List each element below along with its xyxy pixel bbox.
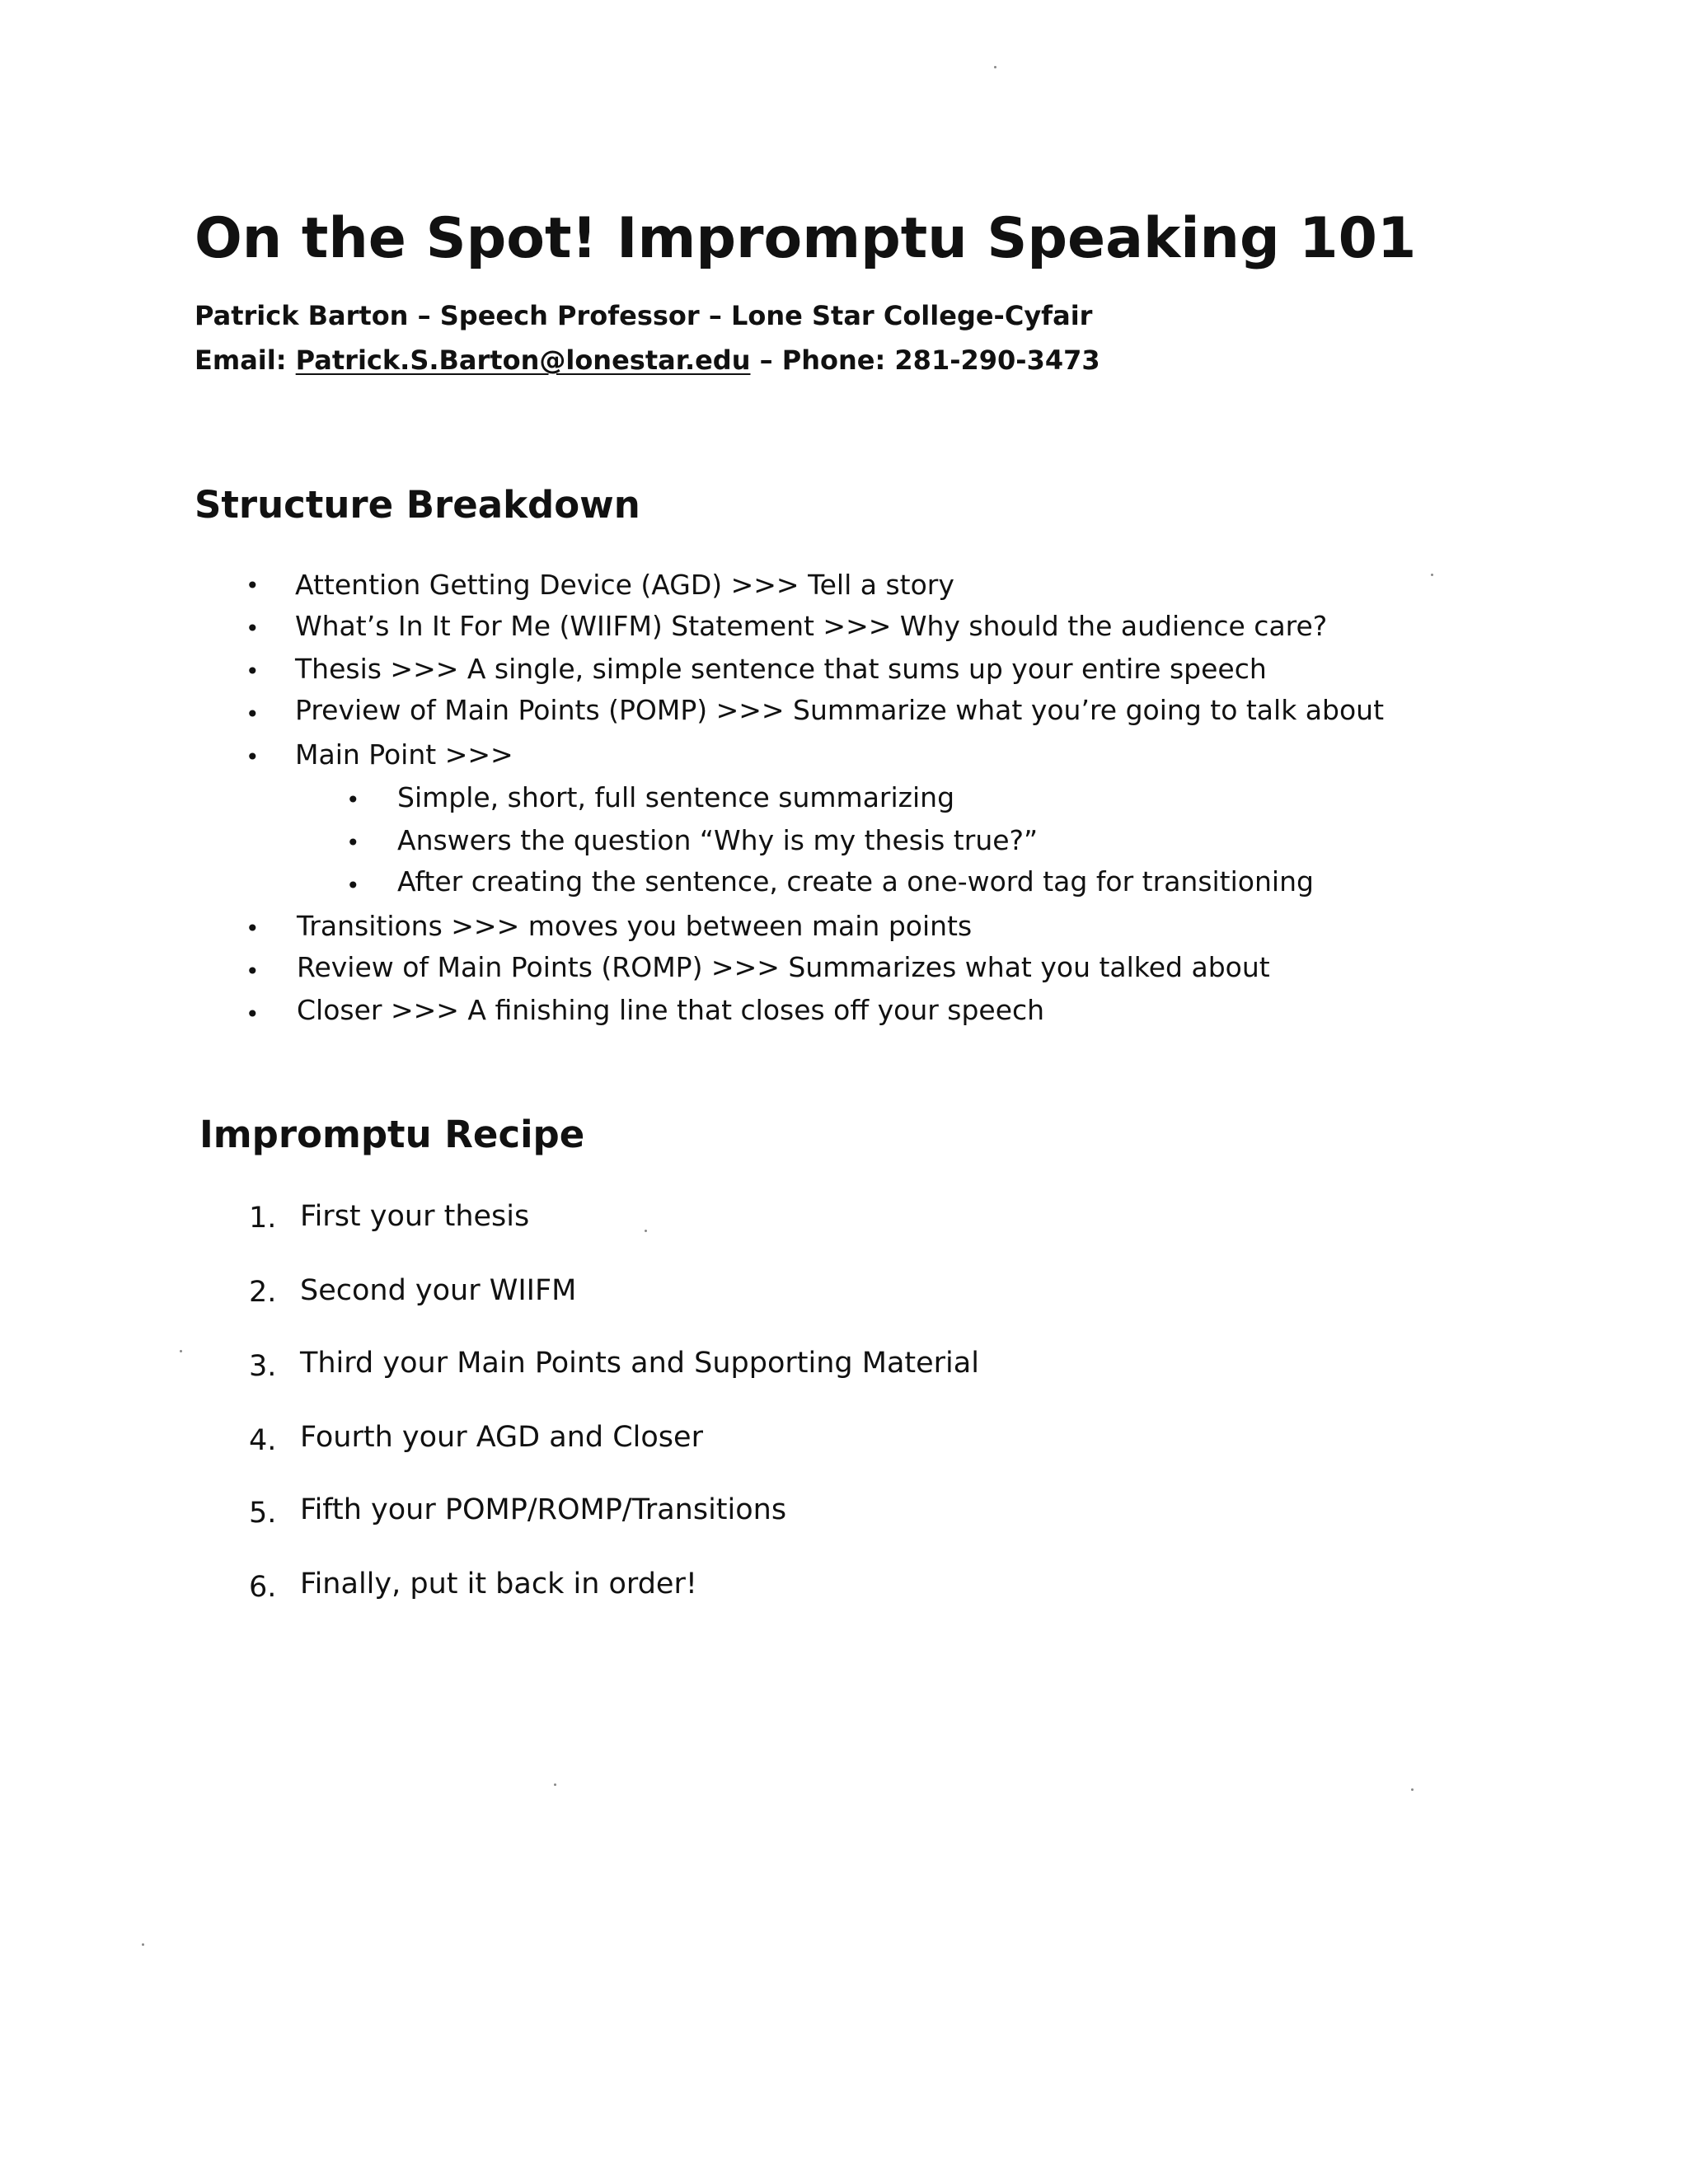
recipe-step-text: Fifth your POMP/ROMP/Transitions <box>300 1493 787 1526</box>
sub-bullet-item: Answers the question “Why is my thesis true?” <box>397 824 1039 856</box>
recipe-step-text: First your thesis <box>300 1200 530 1233</box>
scan-speck <box>554 1783 556 1786</box>
bullet-marker: • <box>246 701 260 728</box>
recipe-step-number: 4. <box>249 1424 277 1457</box>
author-line: Patrick Barton – Speech Professor – Lone Star College-Cyfair <box>195 300 1093 331</box>
document-title: On the Spot! Impromptu Speaking 101 <box>195 206 1417 271</box>
scan-speck <box>180 1350 182 1352</box>
bullet-item-transitions: Transitions >>> moves you between main points <box>297 910 973 942</box>
bullet-item-pomp: Preview of Main Points (POMP) >>> Summarize what you’re going to talk about <box>295 694 1385 726</box>
email-label: Email: <box>195 344 296 376</box>
bullet-marker: • <box>246 915 260 942</box>
sub-bullet-item: Simple, short, full sentence summarizing <box>397 781 955 813</box>
bullet-marker: • <box>246 958 260 985</box>
recipe-step-text: Fourth your AGD and Closer <box>300 1421 703 1454</box>
bullet-item-romp: Review of Main Points (ROMP) >>> Summarizes what you talked about <box>297 951 1270 983</box>
sub-bullet-item: After creating the sentence, create a one-word tag for transitioning <box>397 865 1314 898</box>
sub-bullet-marker: • <box>346 829 360 856</box>
recipe-step-text: Second your WIIFM <box>300 1274 577 1307</box>
bullet-item-closer: Closer >>> A finishing line that closes off your speech <box>297 994 1045 1026</box>
bullet-item-wiifm: What’s In It For Me (WIIFM) Statement >>> Why should the audience care? <box>295 610 1328 642</box>
recipe-step-number: 2. <box>249 1276 277 1309</box>
bullet-item-thesis: Thesis >>> A single, simple sentence that sums up your entire speech <box>295 653 1267 685</box>
scan-speck <box>994 66 996 68</box>
scan-speck <box>1411 1788 1414 1791</box>
recipe-step-number: 5. <box>249 1497 277 1530</box>
contact-line <box>195 344 1100 376</box>
bullet-item-main-point: Main Point >>> <box>295 738 513 771</box>
bullet-marker: • <box>246 743 260 771</box>
scan-speck <box>142 1943 144 1946</box>
scan-speck <box>1431 574 1433 576</box>
phone-text: – Phone: 281-290-3473 <box>750 344 1100 376</box>
bullet-item-agd: Attention Getting Device (AGD) >>> Tell a story <box>295 569 954 601</box>
email-link[interactable]: Patrick.S.Barton@lonestar.edu <box>295 344 751 376</box>
scan-speck <box>645 1230 647 1232</box>
bullet-marker: • <box>246 1001 260 1028</box>
bullet-marker: • <box>246 658 260 685</box>
recipe-step-text: Third your Main Points and Supporting Material <box>300 1347 979 1380</box>
sub-bullet-marker: • <box>346 786 360 813</box>
sub-bullet-marker: • <box>346 872 360 899</box>
recipe-step-text: Finally, put it back in order! <box>300 1568 697 1601</box>
recipe-step-number: 6. <box>249 1571 277 1604</box>
impromptu-recipe-heading: Impromptu Recipe <box>199 1113 585 1156</box>
bullet-marker: • <box>246 572 260 599</box>
structure-breakdown-heading: Structure Breakdown <box>195 483 640 527</box>
recipe-step-number: 1. <box>249 1202 277 1235</box>
bullet-marker: • <box>246 615 260 642</box>
recipe-step-number: 3. <box>249 1350 277 1383</box>
